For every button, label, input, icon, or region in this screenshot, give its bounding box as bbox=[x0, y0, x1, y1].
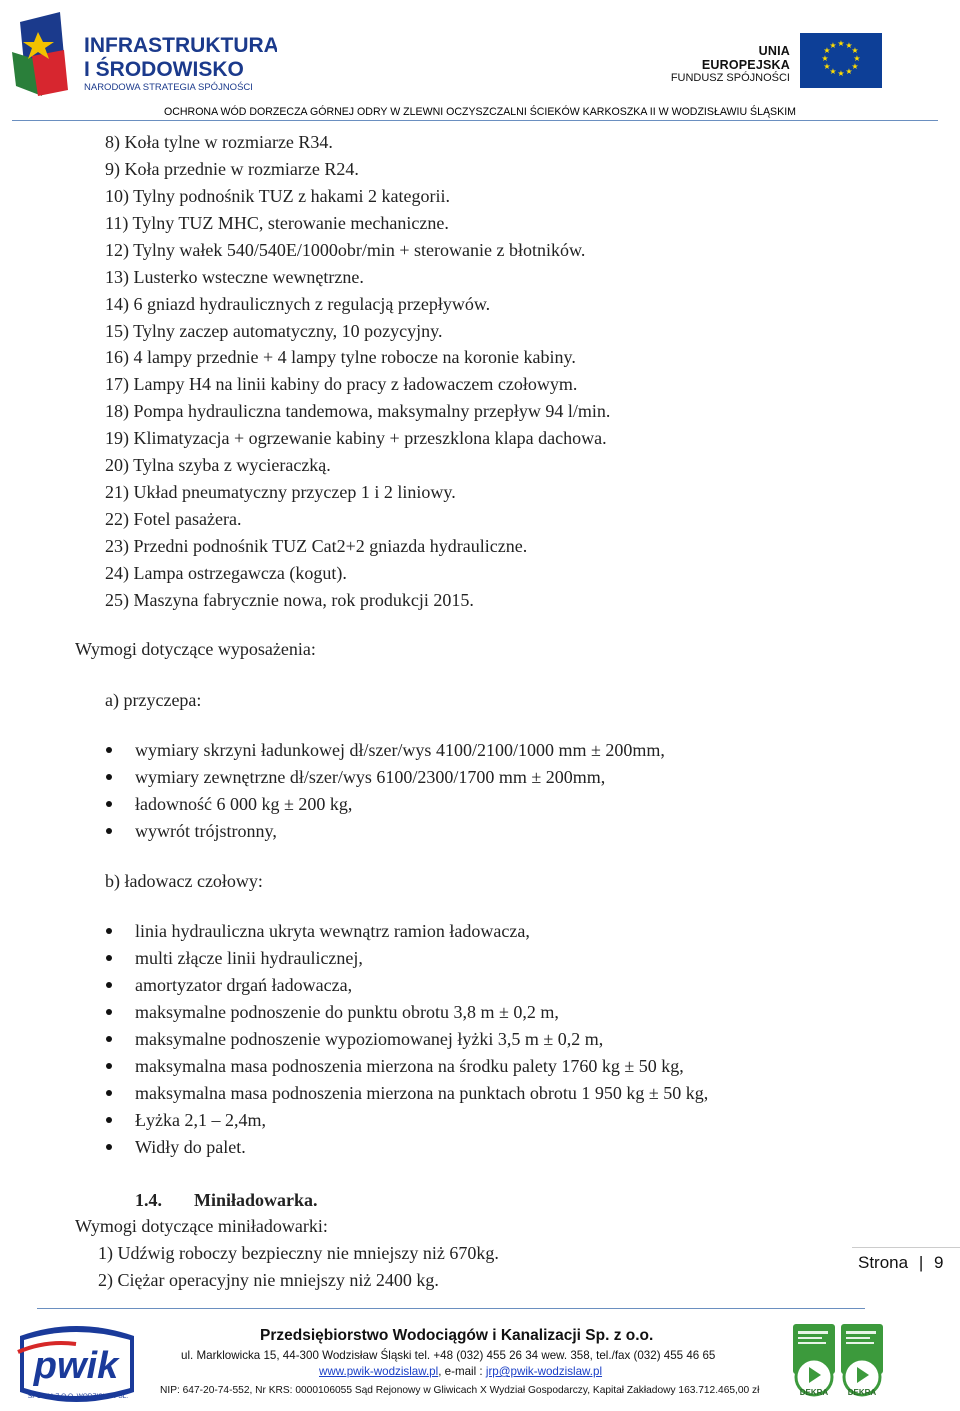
svg-text:NARODOWA STRATEGIA SPÓJNOŚCI: NARODOWA STRATEGIA SPÓJNOŚCI bbox=[84, 82, 253, 93]
bullet-icon bbox=[106, 747, 112, 753]
list-item: Łyżka 2,1 – 2,4m, bbox=[135, 1110, 266, 1130]
footer-legal: NIP: 647-20-74-552, Nr KRS: 0000106055 Sąd Rejonowy w Gliwicach X Wydział Gospodarczy, Kapitał Zakładowy 163.712.465,00 zł bbox=[160, 1385, 760, 1396]
bullet-icon bbox=[106, 1090, 112, 1096]
svg-text:DEKRA: DEKRA bbox=[799, 1388, 829, 1397]
list-item: 11) Tylny TUZ MHC, sterowanie mechaniczne. bbox=[105, 213, 449, 233]
bullet-icon bbox=[106, 801, 112, 807]
list-item: 12) Tylny wałek 540/540E/1000obr/min + sterowanie z błotników. bbox=[105, 240, 586, 260]
footer-contact bbox=[319, 1365, 602, 1378]
svg-text:pwik: pwik bbox=[33, 1345, 119, 1387]
list-item: maksymalna masa podnoszenia mierzona na punktach obrotu 1 950 kg ± 50 kg, bbox=[135, 1083, 709, 1103]
list-item: maksymalna masa podnoszenia mierzona na środku palety 1760 kg ± 50 kg, bbox=[135, 1056, 684, 1076]
list-item: maksymalne podnoszenie do punktu obrotu 3,8 m ± 0,2 m, bbox=[135, 1002, 559, 1022]
eu-flag-icon bbox=[800, 33, 882, 88]
list-item: 18) Pompa hydrauliczna tandemowa, maksymalny przepływ 94 l/min. bbox=[105, 401, 611, 421]
list-item: linia hydrauliczna ukryta wewnątrz ramion ładowacza, bbox=[135, 921, 530, 941]
list-item: 19) Klimatyzacja + ogrzewanie kabiny + przeszklona klapa dachowa. bbox=[105, 428, 607, 448]
list-item: 16) 4 lampy przednie + 4 lampy tylne robocze na koronie kabiny. bbox=[105, 347, 576, 367]
list-item: wymiary zewnętrzne dł/szer/wys 6100/2300/1700 mm ± 200mm, bbox=[135, 767, 606, 787]
bullet-icon bbox=[106, 1144, 112, 1150]
list-item: 25) Maszyna fabrycznie nowa, rok produkcji 2015. bbox=[105, 590, 474, 610]
list-item: 22) Fotel pasażera. bbox=[105, 509, 242, 529]
bullet-icon bbox=[106, 828, 112, 834]
eu-label-line1: UNIA EUROPEJSKA bbox=[701, 44, 790, 72]
infrastruktura-logo bbox=[12, 12, 277, 98]
svg-text:INFRASTRUKTURA: INFRASTRUKTURA bbox=[84, 34, 277, 57]
dekra-badge-icon bbox=[840, 1323, 884, 1399]
list-item: wywrót trójstronny, bbox=[135, 821, 277, 841]
list-item: 9) Koła przednie w rozmiarze R24. bbox=[105, 159, 359, 179]
bullet-icon bbox=[106, 982, 112, 988]
svg-text:★: ★ bbox=[821, 54, 829, 63]
bullet-icon bbox=[106, 1009, 112, 1015]
list-item: 21) Układ pneumatyczny przyczep 1 i 2 liniowy. bbox=[105, 482, 456, 502]
section-subheading: Wymogi dotyczące miniładowarki: bbox=[75, 1216, 328, 1236]
header-divider bbox=[12, 120, 938, 121]
footer-address: ul. Marklowicka 15, 44-300 Wodzisław Śląski tel. +48 (032) 455 26 34 wew. 358, tel./fax (032) 455 46 65 bbox=[181, 1349, 716, 1362]
infrastruktura-emblem-icon bbox=[12, 12, 277, 98]
list-item: multi złącze linii hydraulicznej, bbox=[135, 948, 363, 968]
footer-website-link[interactable]: www.pwik-wodzislaw.pl bbox=[319, 1365, 439, 1378]
section-b-label: b) ładowacz czołowy: bbox=[105, 871, 263, 891]
footer-email-label: , e-mail : bbox=[438, 1365, 486, 1378]
equipment-heading: Wymogi dotyczące wyposażenia: bbox=[75, 639, 316, 659]
svg-text:★: ★ bbox=[823, 62, 831, 71]
bullet-icon bbox=[106, 1117, 112, 1123]
list-item: 14) 6 gniazd hydraulicznych z regulacją przepływów. bbox=[105, 294, 491, 314]
dekra-cert-badge bbox=[840, 1323, 884, 1399]
pwik-logo-icon bbox=[16, 1322, 138, 1406]
list-item: 20) Tylna szyba z wycieraczką. bbox=[105, 455, 331, 475]
footer-company: Przedsiębiorstwo Wodociągów i Kanalizacji Sp. z o.o. bbox=[260, 1327, 654, 1344]
bullet-icon bbox=[106, 1036, 112, 1042]
list-item: 17) Lampy H4 na linii kabiny do pracy z ładowaczem czołowym. bbox=[105, 374, 578, 394]
section-a-label: a) przyczepa: bbox=[105, 690, 202, 710]
list-item: 2) Ciężar operacyjny nie mniejszy niż 2400 kg. bbox=[98, 1270, 439, 1290]
svg-text:★: ★ bbox=[845, 41, 853, 50]
footer-divider bbox=[37, 1308, 865, 1309]
page-number-rule bbox=[852, 1247, 960, 1248]
svg-text:DEKRA: DEKRA bbox=[847, 1388, 877, 1397]
list-item: wymiary skrzyni ładunkowej dł/szer/wys 4100/2100/1000 mm ± 200mm, bbox=[135, 740, 665, 760]
svg-text:★: ★ bbox=[829, 67, 837, 76]
list-item: 8) Koła tylne w rozmiarze R34. bbox=[105, 132, 333, 152]
footer-email-link[interactable]: jrp@pwik-wodzislaw.pl bbox=[485, 1365, 603, 1378]
page-number-label: Strona bbox=[858, 1253, 909, 1272]
bullet-icon bbox=[106, 774, 112, 780]
svg-text:★: ★ bbox=[853, 54, 861, 63]
bullet-icon bbox=[106, 955, 112, 961]
svg-text:★: ★ bbox=[837, 69, 845, 78]
eu-label-line2: FUNDUSZ SPÓJNOŚCI bbox=[670, 72, 790, 84]
list-item: 13) Lusterko wsteczne wewnętrzne. bbox=[105, 267, 364, 287]
page-number-separator: | bbox=[918, 1253, 924, 1272]
svg-text:★: ★ bbox=[851, 62, 859, 71]
section-title: Miniładowarka. bbox=[194, 1190, 318, 1210]
list-item: 24) Lampa ostrzegawcza (kogut). bbox=[105, 563, 347, 583]
bullet-icon bbox=[106, 1063, 112, 1069]
svg-text:I ŚRODOWISKO: I ŚRODOWISKO bbox=[84, 58, 244, 81]
list-item: 10) Tylny podnośnik TUZ z hakami 2 kategorii. bbox=[105, 186, 451, 206]
project-banner: OCHRONA WÓD DORZECZA GÓRNEJ ODRY W ZLEWNI OCZYSZCZALNI ŚCIEKÓW KARKOSZKA II W WODZISŁAWIU ŚLĄSKIM bbox=[164, 106, 796, 118]
dekra-cert-badge bbox=[792, 1323, 836, 1399]
svg-text:★: ★ bbox=[823, 46, 831, 55]
section-number: 1.4. bbox=[135, 1190, 162, 1210]
list-item: 23) Przedni podnośnik TUZ Cat2+2 gniazda hydrauliczne. bbox=[105, 536, 528, 556]
list-item: ładowność 6 000 kg ± 200 kg, bbox=[135, 794, 353, 814]
list-item: Widły do palet. bbox=[135, 1137, 246, 1157]
svg-text:★: ★ bbox=[837, 39, 845, 48]
svg-text:SPÓŁKA Z O.O. WODZISŁAW ŚL.: SPÓŁKA Z O.O. WODZISŁAW ŚL. bbox=[27, 1393, 129, 1400]
pwik-logo bbox=[16, 1322, 138, 1406]
page-number bbox=[858, 1253, 943, 1273]
list-item: 1) Udźwig roboczy bezpieczny nie mniejszy niż 670kg. bbox=[98, 1243, 499, 1263]
page-number-value: 9 bbox=[933, 1253, 944, 1272]
svg-text:★: ★ bbox=[851, 46, 859, 55]
list-item: maksymalne podnoszenie wypoziomowanej łyżki 3,5 m ± 0,2 m, bbox=[135, 1029, 604, 1049]
svg-text:★: ★ bbox=[829, 41, 837, 50]
list-item: 15) Tylny zaczep automatyczny, 10 pozycyjny. bbox=[105, 321, 443, 341]
list-item: amortyzator drgań ładowacza, bbox=[135, 975, 353, 995]
dekra-badge-icon bbox=[792, 1323, 836, 1399]
bullet-icon bbox=[106, 928, 112, 934]
eu-label bbox=[668, 44, 790, 84]
svg-text:★: ★ bbox=[845, 67, 853, 76]
